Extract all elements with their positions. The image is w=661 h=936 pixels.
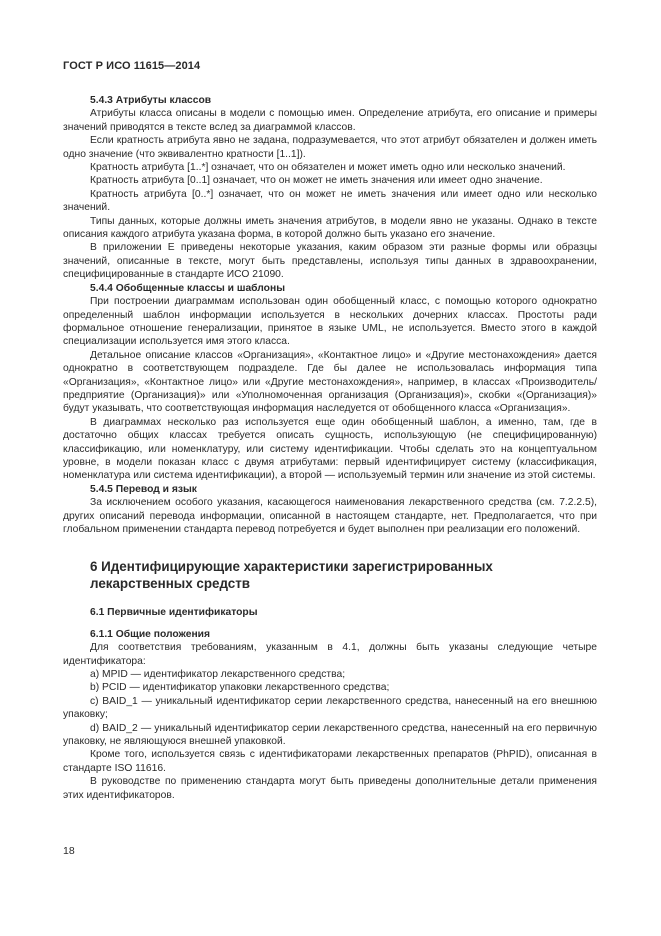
paragraph: Типы данных, которые должны иметь значения атрибутов, в модели явно не указаны. Однако в тексте описания каждого атрибута указана форма, в которой должно быть указано его значение. [63,215,597,241]
list-item: c) BAID_1 — уникальный идентификатор серии лекарственного средства, нанесенный на его внешнюю упаковку; [63,695,597,721]
page-number: 18 [63,845,75,857]
paragraph: Кратность атрибута [0..*] означает, что он может не иметь значения или имеет одно или несколько значений. [63,188,597,214]
page-content [63,94,597,802]
paragraph: В приложении Е приведены некоторые указания, каким образом эти разные формы или образцы значений, описанные в тексте, могут быть представлены, используя типы данных в здравоохранении, специфицированные в стандарте ИСО 21090. [63,242,597,281]
paragraph: За исключением особого указания, касающегося наименования лекарственного средства (см. 7.2.2.5), других описаний перевода информации, описанной в настоящем стандарте, нет. Предполагается, что при глобальном применении стандарта перевод потребуется и будет выполнен при реализации его положений. [63,497,597,535]
list-item: d) BAID_2 — уникальный идентификатор серии лекарственного средства, нанесенный на его первичную упаковку, не являющуюся внешней упаковкой. [63,722,597,748]
list-item: b) PCID — идентификатор упаковки лекарственного средства; [90,682,390,694]
paragraph: Кратность атрибута [1..*] означает, что он обязателен и может иметь одно или несколько значений. [90,162,566,174]
paragraph: Кратность атрибута [0..1] означает, что он может не иметь значения или имеет одно значение. [90,175,543,187]
heading-6-1-1: 6.1.1 Общие положения [90,628,210,640]
heading-5-4-5: 5.4.5 Перевод и язык [90,483,197,495]
paragraph: При построении диаграммам использован один обобщенный класс, с помощью которого однократно определенный шаблон информации используется в нескольких дочерних классах. Простоты ради формальное отношение генерализации, принятое в языке UML, не используется. Вместо этого в каждой специализации используется имя этого класса. [63,296,597,348]
paragraph: В диаграммах несколько раз используется еще один обобщенный шаблон, а именно, там, где в достаточно общих классах требуется описать сущность, использующую (не специфицированную) классификацию, или номенклатуру, или систему идентификации. Чтобы сделать это на концептуальном уровне, в модели показан класс с двумя атрибутами: первый идентифицирует систему (классификация, номенклатура или система идентификации), а второй — используемый термин или значение из этой системы. [63,416,597,482]
heading-5-4-3: 5.4.3 Атрибуты классов [90,95,212,106]
heading-5-4-4: 5.4.4 Обобщенные классы и шаблоны [90,282,285,294]
paragraph: Кроме того, используется связь с идентификаторами лекарственных препаратов (PhPID), описанная в стандарте ISO 11616. [63,749,597,774]
paragraph: Детальное описание классов «Организация», «Контактное лицо» и «Другие местонахождения» дается однократно в соответствующем подразделе. Где бы далее не использовалась информация типа «Организация», «Контактное лицо» или «Другие местонахождения», например, в классах «Производитель/предприятие (Организация)» или «Уполномоченная организация (Организация)», скобки «(Организация)» будут указывать, что соответствующая информация наследуется от обобщенного класса «Организация». [63,349,597,415]
heading-section-6: 6 Идентифицирующие характеристики зарегистрированных лекарственных средств [90,559,493,592]
paragraph: В руководстве по применению стандарта могут быть приведены дополнительные детали применения этих идентификаторов. [63,776,597,801]
document-header: ГОСТ Р ИСО 11615—2014 [63,60,201,72]
heading-6-1: 6.1 Первичные идентификаторы [90,607,258,619]
paragraph: Атрибуты класса описаны в модели с помощью имен. Определение атрибута, его описание и примеры значений приводятся в тексте вслед за диаграммой классов. [63,108,597,133]
paragraph: Если кратность атрибута явно не задана, подразумевается, что этот атрибут обязателен и должен иметь одно значение (что эквивалентно кратности [1..1]). [63,135,597,160]
paragraph: Для соответствия требованиям, указанным в 4.1, должны быть указаны следующие четыре идентификатора: [63,642,597,667]
list-item: a) MPID — идентификатор лекарственного средства; [90,669,346,681]
